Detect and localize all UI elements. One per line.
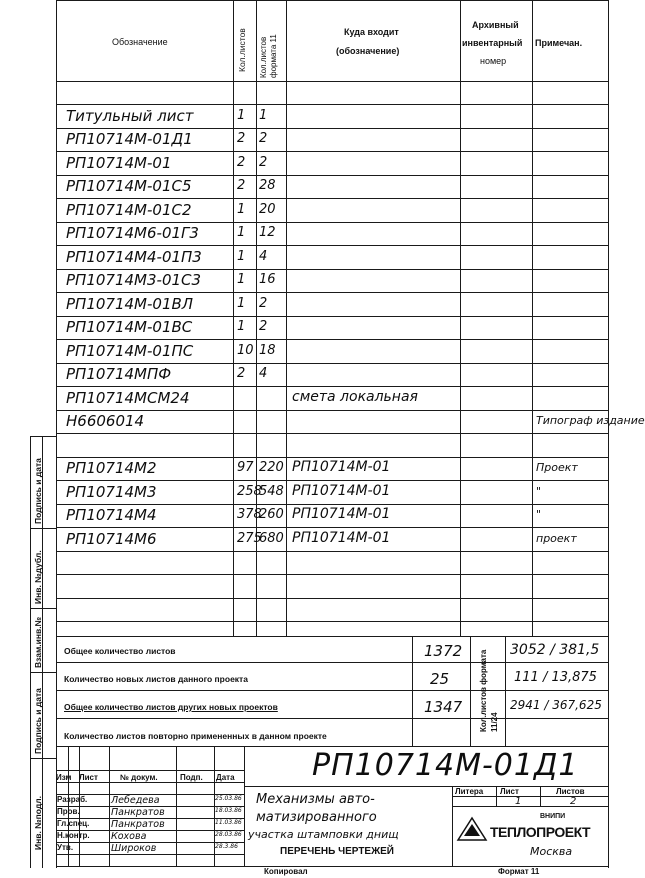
total-label: Общее количество листов	[64, 646, 176, 656]
row-sheets: 10	[237, 342, 254, 358]
row-designation: РП10714М2	[66, 458, 157, 477]
row-format-count: 4	[259, 365, 268, 381]
person-role: Н.контр.	[57, 831, 90, 840]
row-sheets: 1	[237, 224, 246, 240]
header-sheets: Кол.листов	[237, 28, 247, 72]
org-top: ВНИПИ	[540, 813, 566, 820]
other-fmt: 2941 / 367,625	[510, 698, 602, 712]
title-line-4: ПЕРЕЧЕНЬ ЧЕРТЕЖЕЙ	[280, 846, 394, 857]
person-date: 28.3.86	[215, 843, 238, 850]
row-format-count: 220	[259, 459, 284, 475]
person-name: Широков	[111, 843, 157, 854]
person-role: Гл.спец.	[57, 819, 90, 828]
row-format-count: 2	[259, 295, 268, 311]
row-note: проект	[536, 532, 577, 546]
header-archive-2: инвентарный	[462, 38, 523, 48]
row-designation: Титульный лист	[66, 106, 194, 125]
row-where-used: РП10714М-01	[292, 483, 391, 500]
row-sheets: 2	[237, 154, 246, 170]
row-designation: РП10714М6	[66, 529, 157, 548]
stamp-sign-date-2: Подпись и дата	[33, 688, 43, 754]
row-format-count: 2	[259, 154, 268, 170]
row-format-count: 12	[259, 224, 276, 240]
row-sheets: 2	[237, 177, 246, 193]
listov-label: Листов	[556, 787, 585, 796]
row-format-count: 680	[259, 530, 284, 546]
row-sheets: 1	[237, 318, 246, 334]
other-value: 1347	[424, 698, 463, 716]
row-designation: РП10714М6-01Г3	[66, 223, 199, 242]
new-value: 25	[430, 670, 450, 688]
copied-label: Копировал	[264, 867, 308, 876]
row-sheets: 1	[237, 107, 246, 123]
format-label: Формат 11	[498, 867, 540, 876]
header-designation: Обозначение	[112, 37, 168, 47]
row-note: "	[536, 508, 542, 522]
row-sheets: 1	[237, 248, 246, 264]
col-izm: Изм	[56, 773, 72, 782]
row-sheets: 2	[237, 130, 246, 146]
title-line-3: участка штамповки днищ	[248, 828, 399, 841]
stamp-vzam: Взам.инв.№	[33, 616, 43, 668]
row-format-count: 548	[259, 483, 284, 499]
row-format-count: 28	[259, 177, 276, 193]
stamp-sign-date: Подпись и дата	[33, 458, 43, 524]
new-fmt: 111 / 13,875	[514, 670, 597, 685]
row-format-count: 18	[259, 342, 276, 358]
stamp-inv-podl: Инв. №подл.	[33, 795, 43, 850]
row-designation: РП10714МПФ	[66, 364, 172, 383]
row-format-count: 2	[259, 130, 268, 146]
header-where-1: Куда входит	[344, 27, 399, 37]
row-designation: РП10714М-01ВС	[66, 317, 193, 336]
row-sheets: 1	[237, 295, 246, 311]
row-designation: РП10714М-01С2	[66, 200, 192, 219]
col-list: Лист	[79, 773, 98, 782]
reused-label: Количество листов повторно примененных в данном проекте	[64, 731, 327, 741]
person-date: 11.03.86	[215, 819, 242, 826]
doc-number: РП10714М-01Д1	[312, 748, 579, 783]
title-line-2: матизированного	[256, 810, 377, 825]
litera-label: Литера	[455, 787, 484, 796]
list-value: 1	[515, 796, 522, 807]
row-designation: РП10714М3-01С3	[66, 270, 202, 289]
org-name: ТЕПЛОПРОЕКТ	[490, 824, 591, 840]
other-label: Общее количество листов других новых проектов	[64, 702, 278, 712]
col-date: Дата	[216, 773, 235, 782]
row-format-count: 4	[259, 248, 268, 264]
col-sign: Подп.	[180, 773, 203, 782]
row-format-count: 20	[259, 201, 276, 217]
row-sheets: 275	[237, 530, 262, 546]
row-format-count: 260	[259, 506, 284, 522]
header-where-2: (обозначение)	[336, 46, 400, 56]
row-designation: РП10714М-01Д1	[66, 129, 193, 148]
row-format-count: 16	[259, 271, 276, 287]
header-archive-1: Архивный	[472, 20, 519, 30]
row-where-used: смета локальная	[292, 389, 418, 406]
person-role: Утв.	[57, 843, 74, 852]
header-note: Примечан.	[535, 38, 583, 48]
row-format-count: 2	[259, 318, 268, 334]
list-label: Лист	[500, 787, 519, 796]
total-fmt: 3052 / 381,5	[510, 642, 600, 658]
person-name: Лебедева	[111, 795, 160, 806]
row-sheets: 97	[237, 459, 254, 475]
title-line-1: Механизмы авто-	[256, 792, 375, 807]
row-designation: РП10714М3	[66, 482, 157, 501]
row-where-used: РП10714М-01	[292, 530, 391, 547]
row-sheets: 378	[237, 506, 262, 522]
person-date: 18.03.86	[215, 807, 242, 814]
person-name: Панкратов	[111, 807, 165, 818]
person-date: 28.03.86	[215, 831, 242, 838]
row-note: "	[536, 485, 542, 499]
row-note: Типограф издание	[536, 414, 645, 428]
totals-col-label: Кол.листов формата 11/24	[479, 649, 499, 732]
city: Москва	[530, 845, 573, 858]
row-designation: РП10714М-01	[66, 153, 172, 172]
row-note: Проект	[536, 461, 578, 475]
row-sheets: 1	[237, 201, 246, 217]
header-format: Кол.листов формата 11	[259, 34, 278, 78]
col-doc: № докум.	[120, 773, 158, 782]
header-archive-3: номер	[480, 56, 507, 66]
new-label: Количество новых листов данного проекта	[64, 674, 248, 684]
person-name: Панкратов	[111, 819, 165, 830]
row-designation: РП10714М-01С5	[66, 176, 192, 195]
row-sheets: 258	[237, 483, 262, 499]
row-designation: РП10714М-01ВЛ	[66, 294, 194, 313]
person-role: Разраб.	[57, 795, 88, 804]
listov-value: 2	[570, 796, 577, 807]
row-sheets: 1	[237, 271, 246, 287]
person-name: Кохова	[111, 831, 147, 842]
person-date: 25.03.86	[215, 795, 242, 802]
row-format-count: 1	[259, 107, 268, 123]
total-value: 1372	[424, 642, 463, 660]
row-designation: РП10714М4-01П3	[66, 247, 202, 266]
person-role: Пров.	[57, 807, 80, 816]
row-where-used: РП10714М-01	[292, 506, 391, 523]
row-designation: РП10714М-01ПС	[66, 341, 194, 360]
row-sheets: 2	[237, 365, 246, 381]
row-where-used: РП10714М-01	[292, 459, 391, 476]
row-designation: Н6606014	[66, 411, 145, 430]
row-designation: РП10714МСМ24	[66, 388, 190, 407]
stamp-inv-dubl: Инв. №дубл.	[33, 550, 43, 604]
row-designation: РП10714М4	[66, 505, 157, 524]
